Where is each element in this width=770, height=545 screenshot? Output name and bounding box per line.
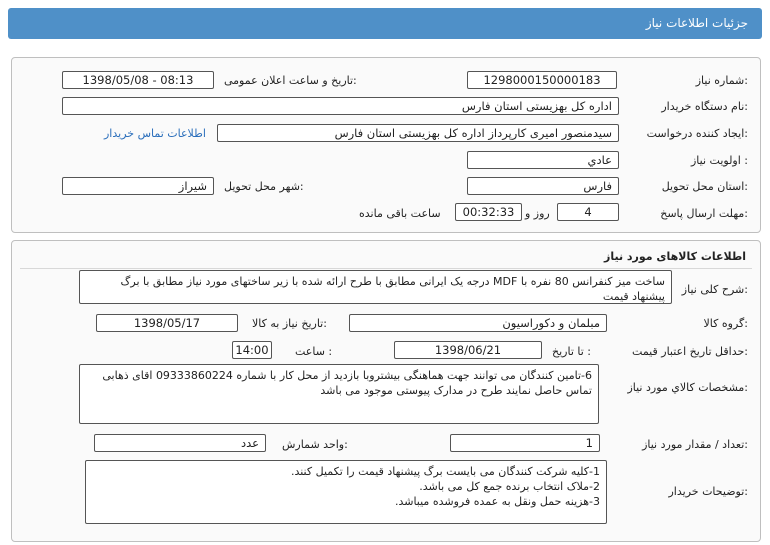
buyer-label: نام دستگاه خریدار:: [661, 100, 748, 113]
group-field[interactable]: مبلمان و دکوراسیون: [349, 314, 607, 332]
group-label: گروه کالا:: [703, 317, 748, 330]
priority-field[interactable]: عادي: [467, 151, 619, 169]
page-header: [8, 8, 762, 39]
qty-label: تعداد / مقدار مورد نیاز:: [642, 438, 748, 451]
buyer-notes-label: توضیحات خریدار:: [668, 485, 748, 498]
buyer-note-line: 2-ملاک انتخاب برنده جمع کل می باشد.: [419, 480, 600, 493]
goods-panel: [11, 240, 761, 542]
city-field[interactable]: شیراز: [62, 177, 214, 195]
announce-date-label: تاریخ و ساعت اعلان عمومی:: [224, 74, 357, 87]
buyer-field[interactable]: اداره کل بهزیستی استان فارس: [62, 97, 619, 115]
deadline-time-field[interactable]: 00:32:33: [455, 203, 522, 221]
to-date-label: تا تاریخ :: [552, 345, 591, 358]
buyer-note-line: 1-کلیه شرکت کنندگان می بایست برگ پیشنهاد قیمت را تکمیل کنند.: [290, 465, 600, 478]
creator-field[interactable]: سیدمنصور امیری کارپرداز اداره کل بهزیستی استان فارس: [217, 124, 619, 142]
spec-label: مشخصات کالاي مورد نیاز:: [627, 381, 748, 394]
buyer-notes-field[interactable]: [85, 460, 607, 524]
qty-field[interactable]: 1: [450, 434, 600, 452]
need-number-label: شماره نیاز:: [695, 74, 748, 87]
announce-date-field[interactable]: 1398/05/08 - 08:13: [62, 71, 214, 89]
remaining-label: ساعت باقی مانده: [359, 207, 441, 220]
creator-label: ایجاد کننده درخواست:: [646, 127, 748, 140]
province-field[interactable]: فارس: [467, 177, 619, 195]
min-validity-label: حداقل تاریخ اعتبار قیمت:: [632, 345, 748, 358]
need-info-panel: [11, 57, 761, 233]
spec-field[interactable]: 6-تامین کنندگان می توانند جهت هماهنگی بیشتروبا بازدید از محل کار با شماره 09333860224 اقای ذهابی تماس حاصل نمایند طرح در مدارک پیوستی موجود می باشد: [79, 364, 599, 424]
unit-field[interactable]: عدد: [94, 434, 266, 452]
buyer-contact-link[interactable]: اطلاعات تماس خریدار: [104, 127, 206, 140]
buyer-note-line: 3-هزینه حمل ونقل به عمده فروشده میباشد.: [394, 495, 600, 508]
desc-field[interactable]: ساخت میز کنفرانس 80 نفره با MDF درجه یک ایرانی مطابق با طرح ارائه شده با زیر ساختهای مورد نیاز مطابق با برگ پیشنهاد قیمت: [79, 270, 672, 304]
need-date-label: تاریخ نیاز به کالا:: [252, 317, 327, 330]
section-divider: [20, 268, 752, 269]
city-label: شهر محل تحویل:: [224, 180, 304, 193]
unit-label: واحد شمارش:: [282, 438, 348, 451]
page-title: جزئیات اطلاعات نیاز: [645, 16, 748, 30]
need-number-field[interactable]: 1298000150000183: [467, 71, 617, 89]
deadline-days-field[interactable]: 4: [557, 203, 619, 221]
hour-field[interactable]: 14:00: [232, 341, 272, 359]
priority-label: اولویت نیاز :: [690, 154, 748, 167]
need-date-field[interactable]: 1398/05/17: [96, 314, 238, 332]
hour-label: ساعت :: [295, 345, 333, 358]
desc-label: شرح کلی نیاز:: [681, 283, 748, 296]
deadline-label: مهلت ارسال پاسخ:: [660, 207, 748, 220]
days-label: روز و: [525, 207, 550, 220]
to-date-field[interactable]: 1398/06/21: [394, 341, 542, 359]
province-label: استان محل تحویل:: [661, 180, 748, 193]
goods-section-title: اطلاعات کالاهای مورد نیاز: [604, 250, 746, 263]
